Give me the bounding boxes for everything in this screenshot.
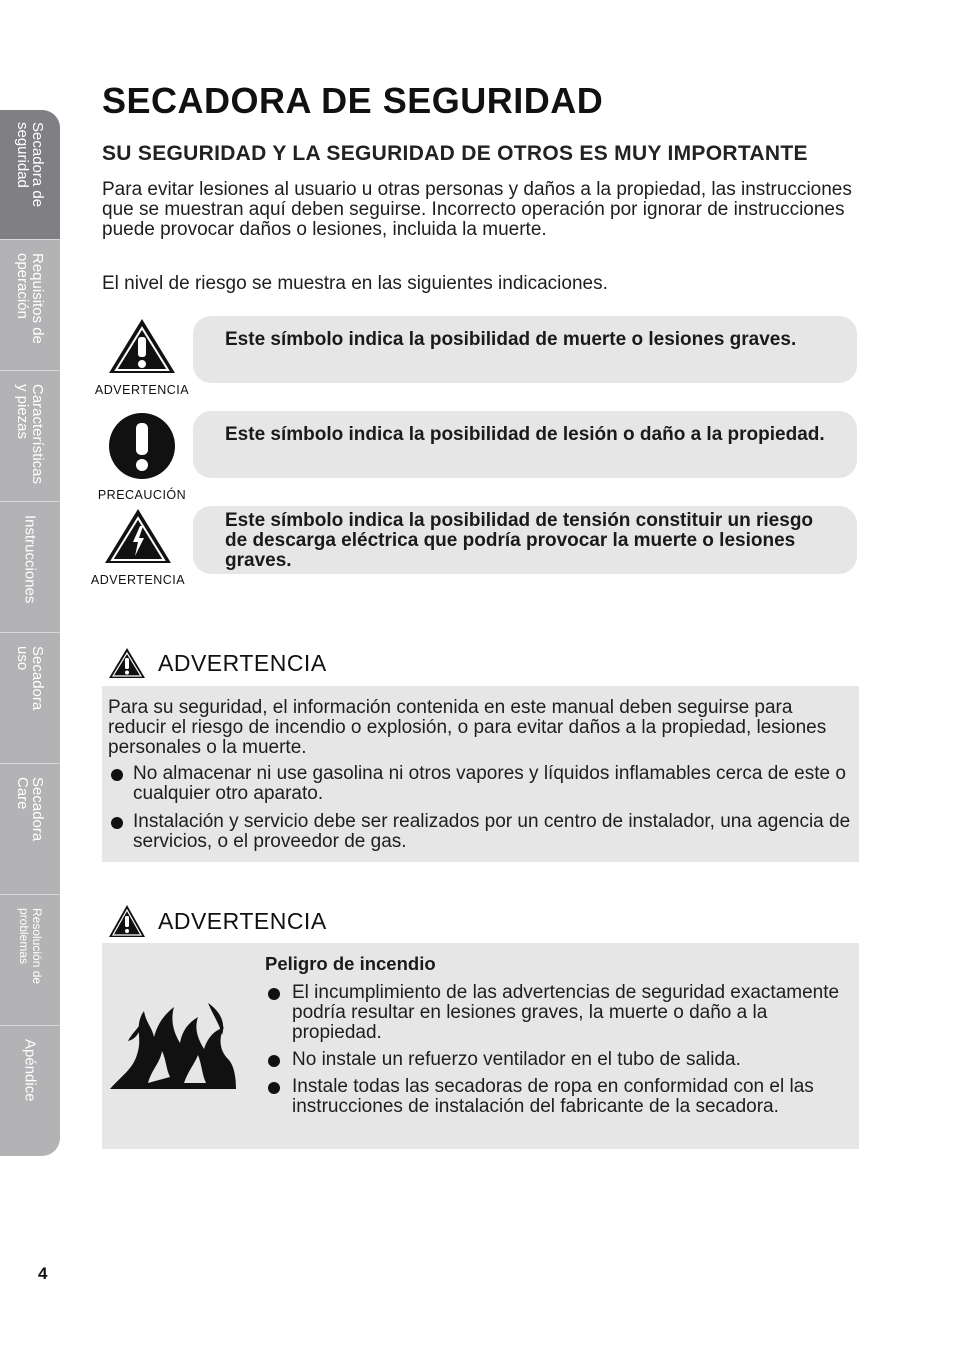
list-item: El incumplimiento de las advertencias de seguridad exactamente podría resultar en lesiones graves, la muerte o daño a la propiedad. (265, 983, 855, 1043)
symbol-description: Este símbolo indica la posibilidad de muerte o lesiones graves. (193, 316, 857, 383)
warning-heading-2 (108, 904, 327, 938)
list-item: No almacenar ni use gasolina ni otros vapores y líquidos inflamables cerca de este o cualquier otro aparato. (108, 764, 853, 804)
side-tab-problemas[interactable] (0, 896, 60, 1026)
symbol-icon-wrap (92, 411, 192, 502)
side-tab-label: Apéndice (21, 1039, 39, 1102)
side-tab-requisitos[interactable] (0, 241, 60, 371)
caution-circle-icon (107, 411, 177, 481)
warning-triangle-icon (106, 316, 178, 376)
symbol-icon-wrap (88, 506, 188, 587)
warning-box-1 (102, 686, 859, 862)
symbol-description: Este símbolo indica la posibilidad de lesión o daño a la propiedad. (193, 411, 857, 478)
side-tab-label: Características y piezas (14, 384, 46, 485)
side-tabs (0, 110, 60, 1156)
symbol-caption: PRECAUCIÓN (97, 488, 187, 502)
side-tab-seguridad[interactable] (0, 110, 60, 240)
symbol-description: Este símbolo indica la posibilidad de tensión constituir un riesgo de descarga eléctrica que podría provocar la muerte o lesiones graves. (193, 506, 857, 574)
warning-heading-text: ADVERTENCIA (158, 907, 327, 934)
side-tab-label: Instrucciones (21, 515, 39, 604)
side-tab-label: Requisitos de operación (14, 253, 46, 344)
page-number: 4 (38, 1264, 48, 1283)
list-item: No instale un refuerzo ventilador en el tubo de salida. (265, 1050, 855, 1070)
side-tab-caracteristicas[interactable] (0, 372, 60, 502)
warning-triangle-icon (108, 647, 146, 679)
electric-shock-icon (102, 506, 174, 566)
symbol-icon-wrap (92, 316, 192, 397)
page-title: SECADORA DE SEGURIDAD (102, 80, 604, 121)
side-tab-label: Secadora Care (14, 777, 46, 842)
side-tab-apendice[interactable] (0, 1027, 60, 1156)
fire-hazard-list (265, 983, 855, 1117)
list-item: Instalación y servicio debe ser realizados por un centro de instalador, una agencia de servicios, o el proveedor de gas. (108, 812, 853, 852)
side-tab-label: Secadora uso (14, 646, 46, 711)
intro-paragraph: Para evitar lesiones al usuario u otras personas y daños a la propiedad, las instrucciones que se muestran aquí deben seguirse. Incorrecto operación por ignorar de instrucciones puede provocar daños o lesiones, incluida la muerte. (102, 179, 852, 240)
side-tab-label: Secadora de seguridad (14, 122, 46, 208)
side-tab-instrucciones[interactable] (0, 503, 60, 633)
page-subtitle: SU SEGURIDAD Y LA SEGURIDAD DE OTROS ES MUY IMPORTANTE (102, 142, 808, 165)
symbol-caption: ADVERTENCIA (94, 383, 190, 397)
side-tab-care[interactable] (0, 765, 60, 895)
warning-heading-text: ADVERTENCIA (158, 649, 327, 676)
warning-text: Para su seguridad, el información contenida en este manual deben seguirse para reducir el riesgo de incendio o explosión, o para evitar daños a la propiedad, lesiones personales o la muerte. (108, 697, 827, 758)
side-tab-label: Resolución de problemas (17, 908, 44, 985)
warning-box-2 (102, 943, 859, 1149)
warning-heading-1 (108, 647, 327, 679)
fire-hazard-title: Peligro de incendio (265, 953, 436, 974)
risk-level-paragraph: El nivel de riesgo se muestra en las siguientes indicaciones. (102, 273, 608, 294)
fire-icon (108, 993, 240, 1091)
side-tab-uso[interactable] (0, 634, 60, 764)
symbol-caption: ADVERTENCIA (90, 573, 186, 587)
warning-triangle-icon (108, 904, 146, 938)
list-item: Instale todas las secadoras de ropa en conformidad con el las instrucciones de instalación del fabricante de la secadora. (265, 1077, 855, 1117)
